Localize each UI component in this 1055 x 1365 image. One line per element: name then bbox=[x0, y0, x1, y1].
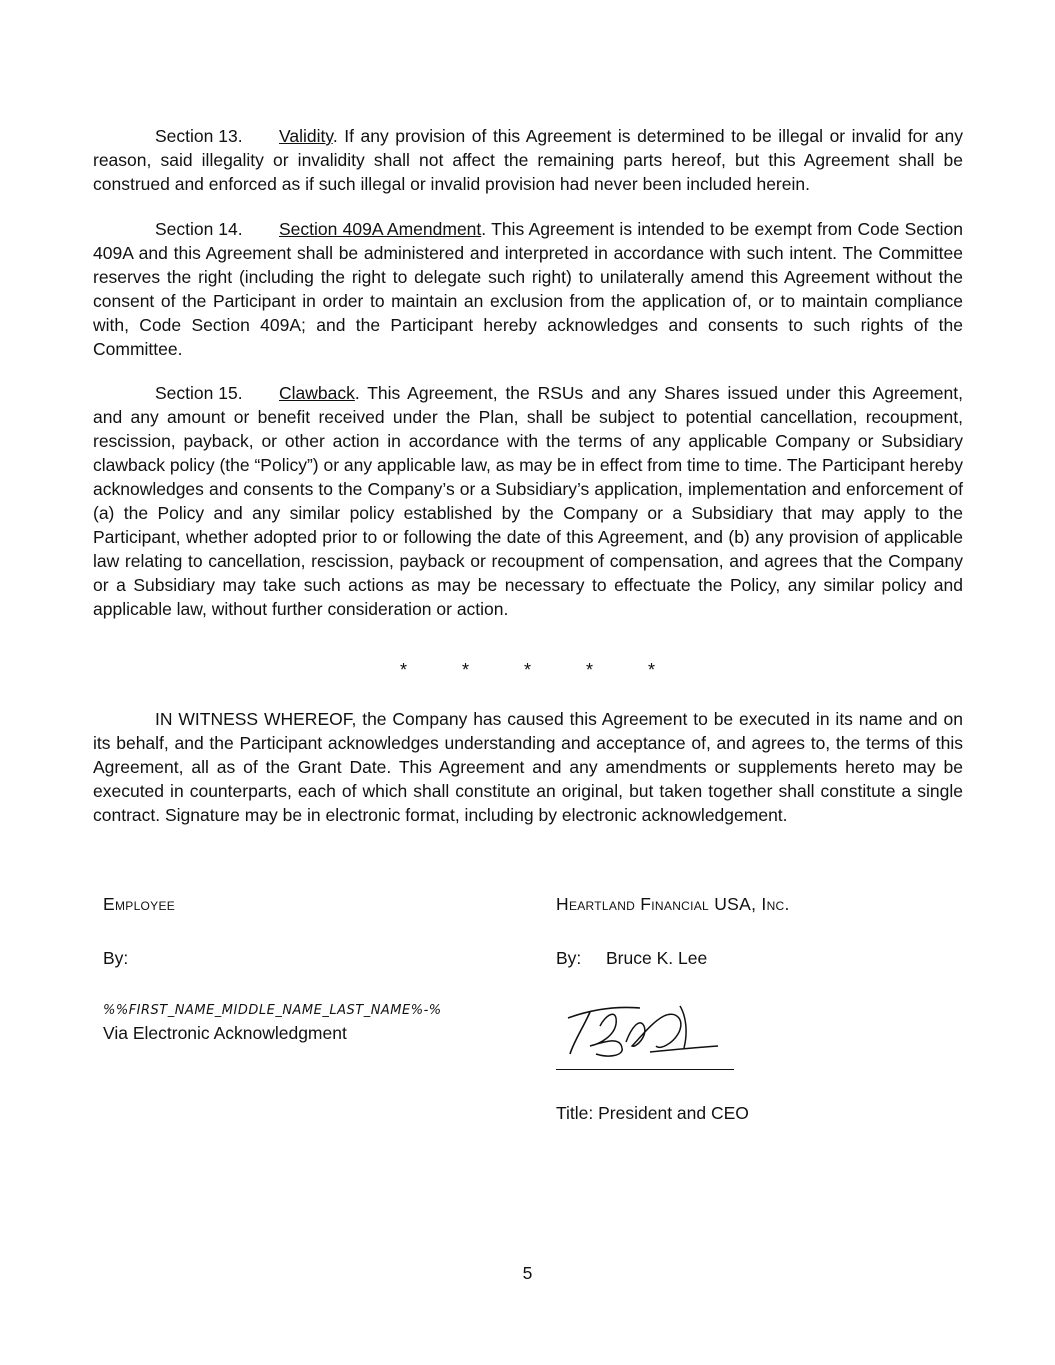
section-text: . If any provision of this Agreement is determined to be illegal or invalid for any reason, said illegality or invalidity shall not affect the remaining parts hereof, but this Agreement shall be construed and enforced as if such illegal or invalid provision had never been included herein. bbox=[93, 126, 963, 194]
company-heading: Heartland Financial USA, Inc. bbox=[556, 894, 790, 914]
separator-star: * bbox=[585, 660, 593, 680]
company-by-label: By: bbox=[556, 948, 582, 968]
electronic-acknowledgment: Via Electronic Acknowledgment bbox=[103, 1023, 347, 1043]
employee-heading: Employee bbox=[103, 894, 176, 914]
signature-line bbox=[556, 1069, 734, 1070]
section-number: Section 13. bbox=[155, 126, 243, 146]
witness-text: IN WITNESS WHEREOF, the Company has caused this Agreement to be executed in its name and on its behalf, and the Participant acknowledges understanding and acceptance of, and agrees to, the terms of this Agreement, all as of the Grant Date. This Agreement and any amendments or supplements hereto may be executed in counterparts, each of which shall constitute an original, but taken together shall constitute a single contract. Signature may be in electronic format, including by electronic acknowledgement. bbox=[93, 709, 963, 825]
witness-paragraph bbox=[93, 707, 963, 827]
handwritten-signature bbox=[560, 996, 720, 1066]
section-title: Validity bbox=[279, 126, 333, 146]
separator-star: * bbox=[461, 660, 469, 680]
employee-by-label: By: bbox=[103, 948, 129, 968]
section-title: Clawback bbox=[279, 383, 355, 403]
section-text: . This Agreement, the RSUs and any Shares issued under this Agreement, and any amount or benefit received under the Plan, shall be subject to potential cancellation, recoupment, rescission, payback, or other action in accordance with the terms of any applicable Company or Subsidiary clawback policy (the “Policy”) or any applicable law, as may be in effect from time to time. The Participant hereby acknowledges and consents to the Company’s or a Subsidiary’s application, implementation and enforcement of (a) the Policy and any similar policy established by the Company or a Subsidiary that may apply to the Participant, whether adopted prior to or following the date of this Agreement, and (b) any provision of applicable law relating to cancellation, rescission, payback or recoupment of compensation, and agrees that the Company or a Subsidiary may take such actions as may be necessary to effectuate the Policy, any similar policy and applicable law, without further consideration or action. bbox=[93, 383, 963, 619]
page-number: 5 bbox=[522, 1263, 533, 1283]
section-separator bbox=[0, 660, 1055, 681]
separator-star: * bbox=[399, 660, 407, 680]
signer-name: Bruce K. Lee bbox=[606, 948, 708, 968]
section-text: . This Agreement is intended to be exempt from Code Section 409A and this Agreement shall be administered and interpreted in accordance with such intent. The Committee reserves the right (including the right to delegate such right) to unilaterally amend this Agreement without the consent of the Participant in order to maintain an exclusion from the application of, or to maintain compliance with, Code Section 409A; and the Participant hereby acknowledges and consents to such rights of the Committee. bbox=[93, 219, 963, 359]
section-number: Section 15. bbox=[155, 383, 243, 403]
section-number: Section 14. bbox=[155, 219, 243, 239]
section-14 bbox=[93, 217, 963, 361]
separator-star: * bbox=[647, 660, 655, 680]
section-13 bbox=[93, 124, 963, 196]
employee-name-placeholder: %%FIRST_NAME_MIDDLE_NAME_LAST_NAME%-% bbox=[103, 1003, 442, 1018]
signer-title: Title: President and CEO bbox=[556, 1103, 749, 1123]
section-title: Section 409A Amendment bbox=[279, 219, 482, 239]
section-15 bbox=[93, 381, 963, 621]
separator-star: * bbox=[523, 660, 531, 680]
